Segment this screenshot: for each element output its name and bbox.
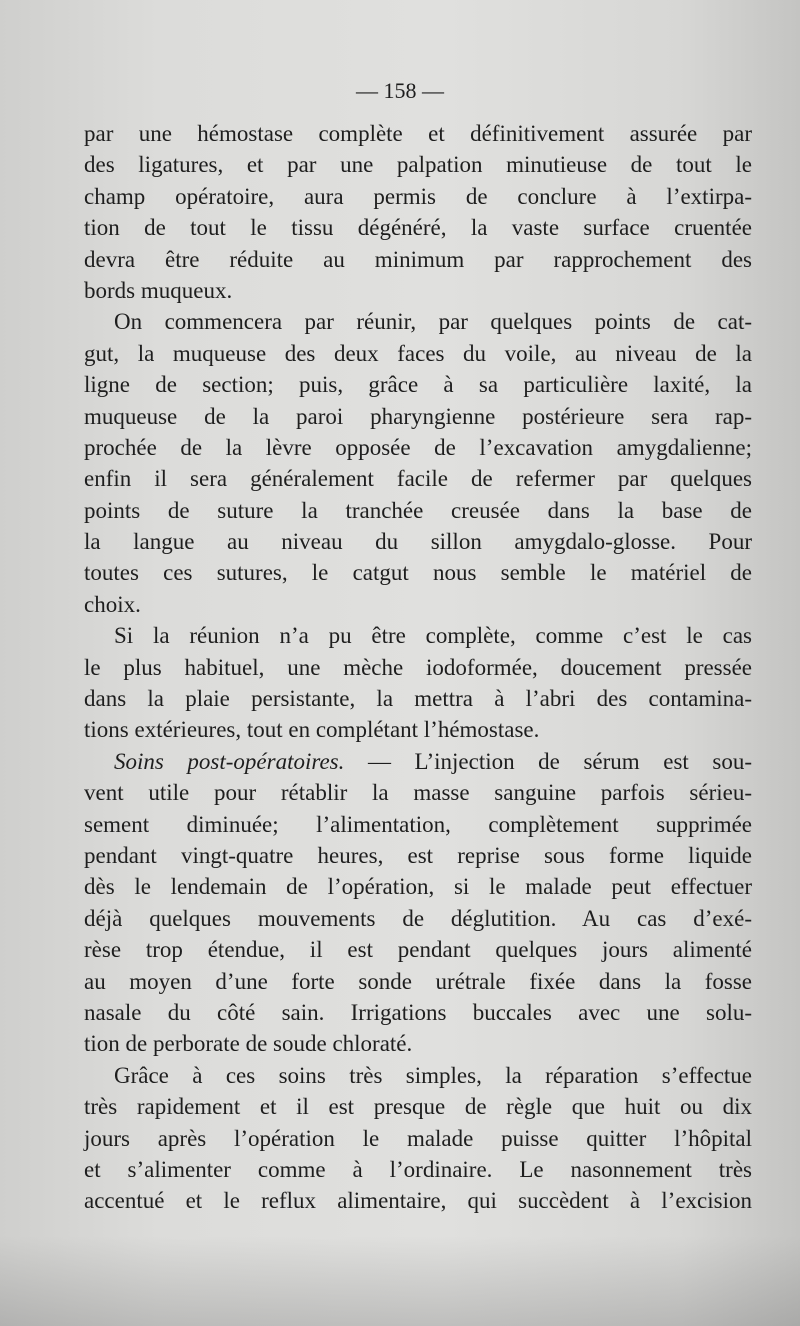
text-line: par une hémostase complète et définitivement assurée par: [84, 121, 752, 146]
text-line: rèse trop étendue, il est pendant quelques jours alimenté: [84, 937, 752, 963]
text-line: choix.: [84, 591, 141, 617]
text-line: points de suture la tranchée creusée dans la base de: [84, 497, 752, 523]
page-number: — 158 —: [356, 78, 444, 103]
text-line: toutes ces sutures, le catgut nous semble le matériel de: [84, 560, 752, 586]
text-line: des ligatures, et par une palpation minutieuse de tout le: [84, 152, 752, 178]
text-line: dès le lendemain de l’opération, si le malade peut effectuer: [84, 874, 752, 900]
text-line-with-heading: [84, 746, 752, 777]
text-line: tions extérieures, tout en complétant l’hémostase.: [84, 717, 540, 743]
text-line: la langue au niveau du sillon amygdalo-glosse. Pour: [84, 529, 752, 555]
text-line: dans la plaie persistante, la mettra à l’abri des contamina-: [84, 686, 752, 712]
text-line: déjà quelques mouvements de déglutition. Au cas d’exé-: [84, 905, 752, 931]
text-line: tion de perborate de soude chloraté.: [84, 1031, 413, 1057]
text-line: très rapidement et il est presque de règle que huit ou dix: [84, 1094, 752, 1120]
text-line: le plus habituel, une mèche iodoformée, doucement pressée: [84, 654, 752, 680]
text-line: On commencera par réunir, par quelques points de cat-: [114, 309, 752, 335]
text-line: champ opératoire, aura permis de conclure à l’extirpa-: [84, 183, 752, 209]
text-line: sement diminuée; l’alimentation, complètement supprimée: [84, 811, 752, 837]
text-line: gut, la muqueuse des deux faces du voile, au niveau de la: [84, 340, 752, 366]
text-line: devra être réduite au minimum par rapprochement des: [84, 246, 752, 272]
text-line: pendant vingt-quatre heures, est reprise sous forme liquide: [84, 842, 752, 868]
text-line: ligne de section; puis, grâce à sa particulière laxité, la: [84, 372, 752, 398]
text-line: Si la réunion n’a pu être complète, comme c’est le cas: [114, 623, 752, 649]
text-line: nasale du côté sain. Irrigations buccales avec une solu-: [84, 999, 752, 1025]
text-line: et s’alimenter comme à l’ordinaire. Le nasonnement très: [84, 1156, 752, 1182]
text-line: muqueuse de la paroi pharyngienne postérieure sera rap-: [84, 403, 752, 429]
text-line: enfin il sera généralement facile de refermer par quelques: [84, 466, 752, 492]
text-line: vent utile pour rétablir la masse sanguine parfois sérieu-: [84, 780, 752, 806]
text-line: prochée de la lèvre opposée de l’excavation amygdalienne;: [84, 434, 752, 460]
text-line: au moyen d’une forte sonde urétrale fixée dans la fosse: [84, 968, 752, 994]
section-heading: Soins post-opératoires.: [114, 748, 345, 774]
text-line: tion de tout le tissu dégénéré, la vaste surface cruentée: [84, 215, 752, 241]
body-text: [84, 118, 752, 1217]
text-line: jours après l’opération le malade puisse quitter l’hôpital: [84, 1125, 752, 1151]
text-line: accentué et le reflux alimentaire, qui succèdent à l’excision: [84, 1188, 752, 1214]
text-fragment: — L’injection de sérum est sou-: [367, 748, 752, 774]
text-line: Grâce à ces soins très simples, la réparation s’effectue: [114, 1062, 752, 1088]
text-line: bords muqueux.: [84, 277, 233, 303]
